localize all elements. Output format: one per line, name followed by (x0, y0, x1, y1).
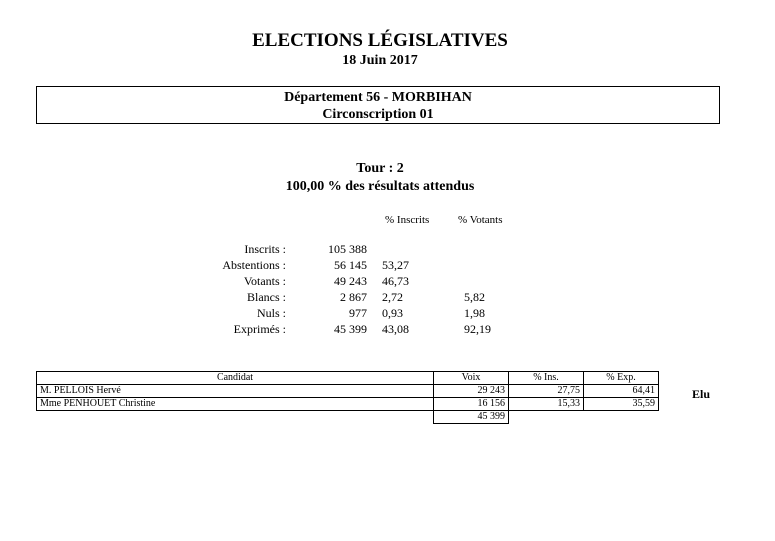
stat-pct-inscrits-blancs: 2,72 (382, 290, 403, 304)
candidate-voix: 16 156 (434, 398, 509, 411)
candidate-pct-exp: 64,41 (584, 385, 659, 398)
candidate-voix: 29 243 (434, 385, 509, 398)
stat-value-exprimes: 45 399 (334, 322, 367, 336)
stat-value-votants: 49 243 (334, 274, 367, 288)
stat-pct-votants-exprimes: 92,19 (464, 322, 491, 336)
stat-value-inscrits: 105 388 (328, 242, 367, 256)
stat-pct-inscrits-votants: 46,73 (382, 274, 409, 288)
stat-pct-inscrits-nuls: 0,93 (382, 306, 403, 320)
candidate-name: M. PELLOIS Hervé (37, 385, 434, 398)
header-pct-exp: % Exp. (584, 372, 659, 385)
header-voix: Voix (434, 372, 509, 385)
candidate-pct-ins: 15,33 (509, 398, 584, 411)
elected-badge: Elu (692, 387, 711, 401)
stat-label-nuls: Nuls : (256, 306, 286, 320)
stat-label-blancs: Blancs : (247, 290, 286, 304)
stat-pct-inscrits-abstentions: 53,27 (382, 258, 409, 272)
stat-pct-inscrits-exprimes: 43,08 (382, 322, 409, 336)
table-header-row (37, 372, 659, 385)
stat-value-abstentions: 56 145 (334, 258, 367, 272)
constituency-name: Circonscription 01 (322, 107, 434, 122)
header-candidat: Candidat (37, 372, 434, 385)
col-header-pct-inscrits: % Inscrits (385, 214, 430, 226)
stat-value-nuls: 977 (349, 306, 367, 320)
page-title: ELECTIONS LÉGISLATIVES (252, 30, 508, 51)
candidate-name: Mme PENHOUET Christine (37, 398, 434, 411)
election-date: 18 Juin 2017 (342, 53, 418, 68)
candidates-table (36, 371, 659, 424)
candidate-pct-ins: 27,75 (509, 385, 584, 398)
candidate-pct-exp: 35,59 (584, 398, 659, 411)
total-voix: 45 399 (434, 411, 509, 424)
table-row (37, 398, 659, 411)
total-row (37, 411, 659, 424)
stat-label-abstentions: Abstentions : (222, 258, 286, 272)
stat-pct-votants-blancs: 5,82 (464, 290, 485, 304)
round-label: Tour : 2 (356, 161, 404, 176)
stat-pct-votants-nuls: 1,98 (464, 306, 485, 320)
stat-label-votants: Votants : (243, 274, 286, 288)
department-box (36, 86, 720, 124)
stat-value-blancs: 2 867 (340, 290, 367, 304)
results-percentage: 100,00 % des résultats attendus (285, 179, 475, 194)
stat-label-inscrits: Inscrits : (244, 242, 286, 256)
table-row (37, 385, 659, 398)
stat-label-exprimes: Exprimés : (233, 322, 286, 336)
col-header-pct-votants: % Votants (458, 214, 503, 226)
header-pct-ins: % Ins. (509, 372, 584, 385)
department-name: Département 56 - MORBIHAN (284, 90, 472, 105)
